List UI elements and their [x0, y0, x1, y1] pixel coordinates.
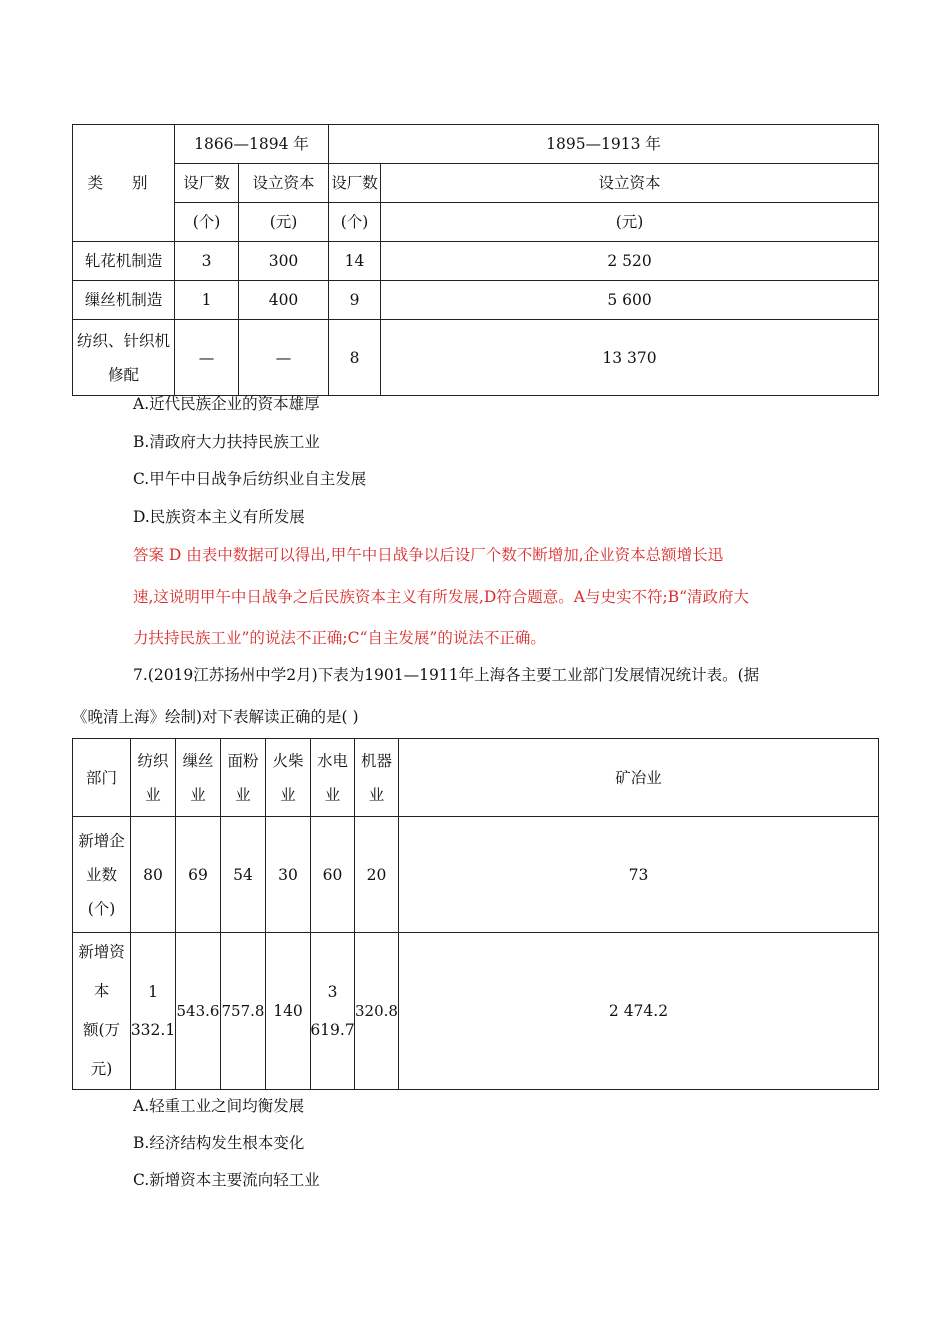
cell: 320.8 — [355, 933, 399, 1090]
option-b: B.清政府大力扶持民族工业 — [133, 433, 320, 451]
cell: — — [239, 320, 329, 396]
unit-label: (个) — [175, 203, 239, 242]
cell: 140 — [266, 933, 311, 1090]
unit-label: (元) — [239, 203, 329, 242]
answer-line: 速,这说明甲午中日战争之后民族资本主义有所发展,D符合题意。A与史实不符;B“清政府大 — [133, 588, 750, 606]
option-b: B.经济结构发生根本变化 — [133, 1134, 305, 1152]
cell: 20 — [355, 817, 399, 933]
row-label: 新增资 本 额(万 元) — [73, 933, 131, 1090]
cell: 69 — [176, 817, 221, 933]
dept-cell: 纺织 业 — [131, 739, 176, 817]
table-row — [73, 817, 879, 933]
cell: 757.8 — [221, 933, 266, 1090]
option-a: A.轻重工业之间均衡发展 — [133, 1097, 305, 1115]
cell: 2 474.2 — [399, 933, 879, 1090]
option-c: C.新增资本主要流向轻工业 — [133, 1171, 320, 1189]
industry-table — [72, 738, 879, 1090]
capital-header: 设立资本 — [239, 164, 329, 203]
dept-cell: 面粉 业 — [221, 739, 266, 817]
period2-header: 1895—1913 年 — [329, 125, 879, 164]
option-a: A.近代民族企业的资本雄厚 — [133, 395, 320, 413]
row-label: 轧花机制造 — [73, 242, 175, 281]
table-row — [73, 320, 879, 396]
question-stem: 《晚清上海》绘制)对下表解读正确的是( ) — [72, 708, 359, 726]
factory-table — [72, 124, 879, 396]
factories-header: 设厂数 — [175, 164, 239, 203]
dept-header: 部门 — [73, 739, 131, 817]
capital-header: 设立资本 — [381, 164, 879, 203]
row-label: 缫丝机制造 — [73, 281, 175, 320]
unit-label: (元) — [381, 203, 879, 242]
cell: 2 520 — [381, 242, 879, 281]
cell: 9 — [329, 281, 381, 320]
cell: 30 — [266, 817, 311, 933]
dept-cell: 火柴 业 — [266, 739, 311, 817]
factories-header: 设厂数 — [329, 164, 381, 203]
cell: 80 — [131, 817, 176, 933]
period1-header: 1866—1894 年 — [175, 125, 329, 164]
dept-cell: 缫丝 业 — [176, 739, 221, 817]
row-label: 纺织、针织机 修配 — [73, 320, 175, 396]
cell: 14 — [329, 242, 381, 281]
dept-cell: 机器 业 — [355, 739, 399, 817]
cell: 1 — [175, 281, 239, 320]
dept-cell: 矿冶业 — [399, 739, 879, 817]
option-c: C.甲午中日战争后纺织业自主发展 — [133, 470, 367, 488]
cell: 8 — [329, 320, 381, 396]
cell: 60 — [311, 817, 355, 933]
cell: 5 600 — [381, 281, 879, 320]
table-row — [73, 242, 879, 281]
unit-label: (个) — [329, 203, 381, 242]
cell: 1 332.1 — [131, 933, 176, 1090]
cell: 300 — [239, 242, 329, 281]
table-row — [73, 281, 879, 320]
cell: 54 — [221, 817, 266, 933]
cell: 3 619.7 — [311, 933, 355, 1090]
cell: 3 — [175, 242, 239, 281]
answer-line: 答案 D 由表中数据可以得出,甲午中日战争以后设厂个数不断增加,企业资本总额增长迅 — [133, 546, 724, 564]
option-d: D.民族资本主义有所发展 — [133, 508, 305, 526]
cell: 543.6 — [176, 933, 221, 1090]
category-header: 类 别 — [73, 125, 175, 242]
cell: — — [175, 320, 239, 396]
table-row — [73, 933, 879, 1090]
row-label: 新增企 业数 (个) — [73, 817, 131, 933]
question-stem: 7.(2019江苏扬州中学2月)下表为1901—1911年上海各主要工业部门发展情况统计表。(据 — [133, 666, 760, 684]
cell: 400 — [239, 281, 329, 320]
answer-line: 力扶持民族工业”的说法不正确;C“自主发展”的说法不正确。 — [133, 629, 546, 647]
cell: 13 370 — [381, 320, 879, 396]
dept-cell: 水电 业 — [311, 739, 355, 817]
cell: 73 — [399, 817, 879, 933]
